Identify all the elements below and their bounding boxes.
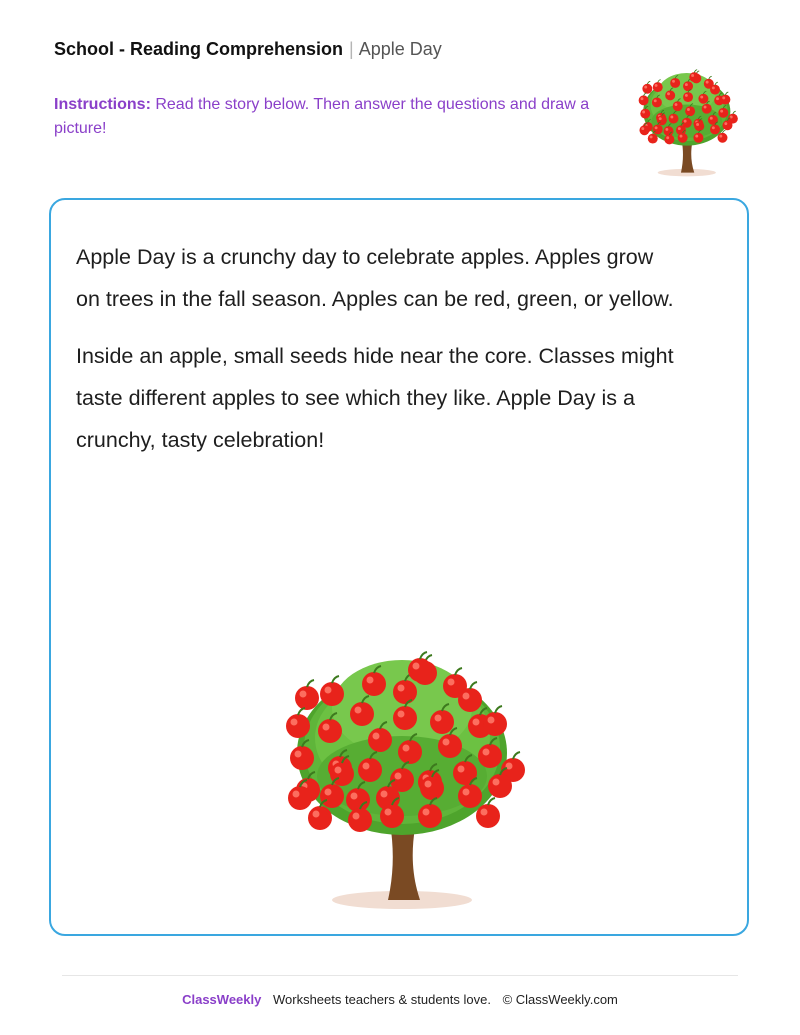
apple	[653, 80, 663, 92]
page-header	[54, 38, 442, 60]
apple	[295, 680, 319, 710]
footer-copyright: © ClassWeekly.com	[502, 992, 618, 1007]
worksheet-subtitle: Apple Day	[358, 39, 442, 59]
apple	[286, 708, 310, 738]
apple	[642, 81, 652, 93]
apple-tree-illustration	[270, 648, 535, 916]
page-footer	[0, 992, 800, 1007]
story-paragraph: Inside an apple, small seeds hide near the core. Classes might taste different apples to see which they like. Apple Day is a crunchy, tasty celebration!	[76, 344, 674, 452]
apple	[639, 93, 649, 105]
story-paragraph: Apple Day is a crunchy day to celebrate apples. Apples grow on trees in the fall season. Apples can be red, green, or yellow.	[76, 245, 674, 311]
apple-tree-icon	[632, 68, 742, 178]
footer-tagline: Worksheets teachers & students love.	[272, 992, 491, 1007]
instructions-text: Read the story below. Then answer the questions and draw a picture!	[54, 96, 590, 137]
apple	[320, 676, 344, 706]
worksheet-title: School - Reading Comprehension	[54, 39, 344, 59]
story-text	[76, 236, 676, 476]
footer-brand[interactable]: ClassWeekly	[182, 992, 262, 1007]
title-separator: |	[349, 39, 354, 59]
footer-divider	[62, 975, 738, 976]
instructions-label: Instructions:	[54, 96, 151, 113]
instructions	[54, 93, 614, 141]
